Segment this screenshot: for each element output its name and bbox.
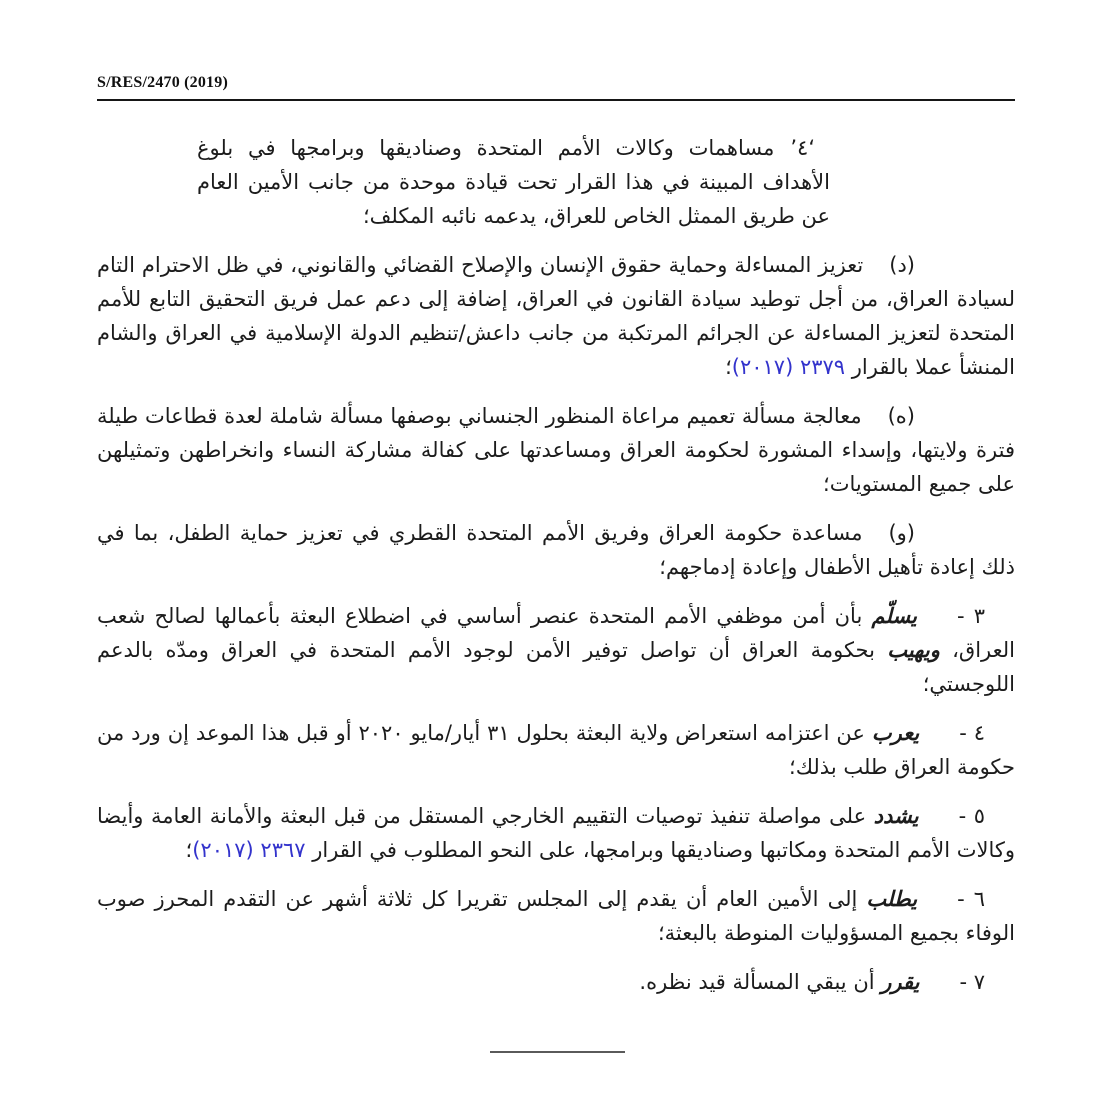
paragraph-text: بحكومة العراق أن تواصل توفير الأمن لوجود الأمم المتحدة في العراق ومدّه بالدعم اللوجستي؛ <box>97 638 1015 696</box>
end-divider <box>490 1051 625 1053</box>
paragraph-w <box>97 516 1015 584</box>
tab-spacer <box>917 622 957 623</box>
emphasis-verb: يسلّم <box>871 604 917 628</box>
emphasis-verb: يعرب <box>871 721 920 745</box>
emphasis-verb: يقرر <box>881 970 920 994</box>
emphasis-verb: يطلب <box>866 887 918 911</box>
resolution-link-2367[interactable]: ٢٣٦٧ (٢٠١٧) <box>192 838 306 862</box>
paragraph-7 <box>97 965 1015 999</box>
paragraph-text: ؛ <box>725 355 732 379</box>
paragraph-5 <box>97 799 1015 867</box>
emphasis-verb: ويهيب <box>887 638 940 662</box>
document-symbol: S/RES/2470 (2019) <box>97 74 228 91</box>
paragraph-text: عن اعتزامه استعراض ولاية البعثة بحلول ٣١ أيار/مايو ٢٠٢٠ أو قبل هذا الموعد إن ورد من حكومة العراق طلب بذلك؛ <box>97 721 1015 779</box>
paragraph-subsub-4 <box>197 131 830 233</box>
subparagraph-marker: (د) <box>889 253 915 277</box>
paragraph-number: ٦ - <box>957 887 985 911</box>
header-rule <box>97 99 1015 101</box>
paragraph-text: أن يبقي المسألة قيد نظره. <box>639 970 882 994</box>
paragraph-text: بأن أمن موظفي الأمم المتحدة عنصر أساسي في اضطلاع البعثة بأعمالها لصالح شعب العراق، <box>97 604 1015 662</box>
paragraph-4 <box>97 716 1015 784</box>
tab-spacer <box>862 422 888 423</box>
paragraph-text: تعزيز المساءلة وحماية حقوق الإنسان والإصلاح القضائي والقانوني، في ظل الاحترام التام لسيادة العراق، من أجل توطيد سيادة القانون في العراق، إضافة إلى دعم عمل فريق التحقيق التابع للأمم المتحدة لتعزيز المساءلة عن الجرائم المرتكبة من جانب داعش/تنظيم الدولة الإسلامية في العراق والشام المنشأ عملا بالقرار <box>97 253 1015 379</box>
resolution-body <box>97 131 1015 999</box>
subparagraph-marker: (ه) <box>887 404 915 428</box>
subparagraph-marker: ‘٤’ <box>790 136 815 160</box>
tab-spacer <box>863 271 889 272</box>
tab-spacer <box>919 739 959 740</box>
resolution-link-2379[interactable]: ٢٣٧٩ (٢٠١٧) <box>731 355 846 379</box>
paragraph-number: ٤ - <box>959 721 985 745</box>
tab-spacer <box>917 905 957 906</box>
tab-spacer <box>774 154 790 155</box>
emphasis-verb: يشدد <box>873 804 919 828</box>
paragraph-3 <box>97 599 1015 701</box>
subparagraph-marker: (و) <box>888 521 915 545</box>
paragraph-number: ٣ - <box>956 604 985 628</box>
paragraph-text: على مواصلة تنفيذ توصيات التقييم الخارجي المستقل من قبل البعثة والأمانة العامة وأيضا وكالات الأمم المتحدة ومكاتبها وصناديقها وبرامجها، على النحو المطلوب في القرار <box>97 804 1015 862</box>
page-header <box>97 0 1015 101</box>
paragraph-number: ٥ - <box>958 804 985 828</box>
paragraph-6 <box>97 882 1015 950</box>
tab-spacer <box>919 988 959 989</box>
paragraph-number: ٧ - <box>959 970 985 994</box>
paragraph-text: ؛ <box>185 838 193 862</box>
paragraph-text: مساهمات وكالات الأمم المتحدة وصناديقها وبرامجها في بلوغ الأهداف المبينة في هذا القرار تحت قيادة موحدة من جانب الأمين العام عن طريق الممثل الخاص للعراق، يدعمه نائبه المكلف؛ <box>197 136 830 228</box>
paragraph-h <box>97 399 1015 501</box>
tab-spacer <box>862 539 888 540</box>
paragraph-text: مساعدة حكومة العراق وفريق الأمم المتحدة القطري في تعزيز حماية الطفل، بما في ذلك إعادة تأهيل الأطفال وإعادة إدماجهم؛ <box>97 521 1015 579</box>
paragraph-d <box>97 248 1015 384</box>
paragraph-text: معالجة مسألة تعميم مراعاة المنظور الجنساني بوصفها مسألة شاملة لعدة قطاعات طيلة فترة ولايتها، وإسداء المشورة لحكومة العراق ومساعدتها على كفالة مشاركة النساء وانخراطهن وتمثيلهن على جميع المستويات؛ <box>97 404 1015 496</box>
paragraph-text: إلى الأمين العام أن يقدم إلى المجلس تقريرا كل ثلاثة أشهر عن التقدم المحرز صوب الوفاء بجميع المسؤوليات المنوطة بالبعثة؛ <box>97 887 1015 945</box>
tab-spacer <box>919 822 959 823</box>
